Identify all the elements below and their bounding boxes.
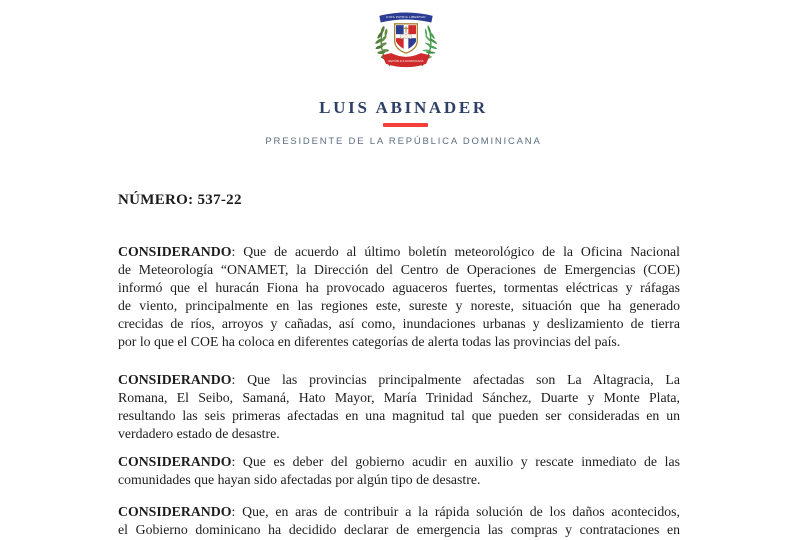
paragraph-line: de Meteorología “ONAMET, la Dirección del Centro de Operaciones de Emergencias (COE) [118,262,680,277]
ribbon-text: REPÚBLICA DOMINICANA [388,60,424,64]
president-title: PRESIDENTE DE LA REPÚBLICA DOMINICANA [265,136,542,147]
paragraph-keyword: CONSIDERANDO [118,372,232,387]
document-body [118,0,680,540]
paragraph-line: informó que el huracán Fiona ha provocado aguaceros fuertes, tormentas eléctricas y ráfagas [118,280,680,295]
paragraph-line: resultando las seis primeras afectadas en una magnitud tal que pueden ser consideradas en un [118,408,680,423]
paragraph [118,371,680,443]
paragraph-line: por lo que el COE ha coloca en diferentes categorías de alerta todas las provincias del país. [118,334,621,349]
paragraph-line: CONSIDERANDO: Que es deber del gobierno acudir en auxilio y rescate inmediato de las [118,454,680,469]
paragraph-keyword: CONSIDERANDO [118,504,232,519]
paragraph-line: comunidades que hayan sido afectadas por algún tipo de desastre. [118,472,481,487]
paragraph-line: crecidas de ríos, arroyos y cañadas, así como, inundaciones urbanas y deslizamiento de tierra [118,316,680,331]
paragraph-line: CONSIDERANDO: Que de acuerdo al último boletín meteorológico de la Oficina Nacional [118,244,680,259]
paragraph [118,503,680,539]
president-name: LUIS ABINADER [319,98,488,117]
paragraph-keyword: CONSIDERANDO [118,454,232,469]
document-number: NÚMERO: 537-22 [118,192,242,208]
paragraph-line: el Gobierno dominicano ha decidido declarar de emergencia las compras y contrataciones en [118,522,680,537]
paragraph-line: CONSIDERANDO: Que las provincias principalmente afectadas son La Altagracia, La [118,372,680,387]
paragraph-line: de viento, principalmente en las regiones este, sureste y noreste, situación que ha generado [118,298,680,313]
motto-text: DIOS PATRIA LIBERTAD [386,14,426,19]
paragraph-keyword: CONSIDERANDO [118,244,232,259]
paragraph-line: Romana, El Seibo, Samaná, Hato Mayor, María Trinidad Sánchez, Duarte y Monte Plata, [118,390,680,405]
paragraph-line: CONSIDERANDO: Que, en aras de contribuir a la rápida solución de los daños acontecidos, [118,504,680,519]
paragraph [118,453,680,489]
paragraph [118,243,680,351]
paragraph-line: verdadero estado de desastre. [118,426,280,441]
